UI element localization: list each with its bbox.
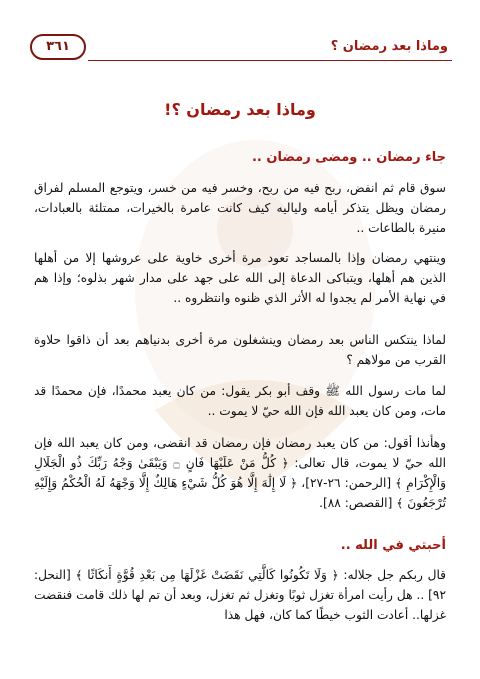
paragraph-6: قال ربكم جل جلاله: ﴿ وَلَا تَكُونُوا كَالَّتِي نَقَضَتْ غَزْلَهَا مِن بَعْدِ قُوَّةٍ أَنكَاثًا ﴾ [النحل: ٩٢] .. هل رأيت امرأة تغزل ثوبًا وتغزل ثم تغزل، وبعد أن تم لها ذلك قامت فنقضت غزلها.. أعادت الثوب خيطًا كما كان، فهل هذا bbox=[34, 568, 446, 622]
section-heading-1: جاء رمضان .. ومضى رمضان .. bbox=[251, 150, 446, 165]
paragraph-4: لما مات رسول الله ﷺ وقف أبو بكر يقول: من كان يعبد محمدًا، فإن محمدًا قد مات، ومن كان يعبد الله فإن الله حيّ لا يموت .. bbox=[34, 384, 446, 418]
running-title: وماذا بعد رمضان ؟ bbox=[330, 39, 448, 54]
paragraph-5: وهأنذا أقول: من كان يعبد رمضان فإن رمضان قد انقضى، ومن كان يعبد الله فإن الله حيّ لا يموت، قال تعالى: ﴿ كُلُّ مَنْ عَلَيْهَا فَانٍ ۝ وَيَبْقَىٰ وَجْهُ رَبِّكَ ذُو الْجَلَالِ وَالْإِكْرَامِ ﴾ [الرحمن: ٢٦-٢٧]، ﴿ لَا إِلَٰهَ إِلَّا هُوَ كُلُّ شَيْءٍ هَالِكٌ إِلَّا وَجْهَهُ لَهُ الْحُكْمُ وَإِلَيْهِ تُرْجَعُونَ ﴾ [القصص: ٨٨]. bbox=[34, 436, 446, 510]
page-number: ٣٦١ bbox=[30, 34, 86, 60]
chapter-title: وماذا بعد رمضان ؟! bbox=[164, 100, 316, 119]
page-header bbox=[28, 30, 452, 64]
header-rule bbox=[88, 60, 452, 61]
paragraph-2: وينتهي رمضان وإذا بالمساجد تعود مرة أخرى خاوية على عروشها إلا من أهلها الذين هم أهلها، ويتباكى الدعاة إلى الله على جهد على مدار شهر بذلوه؛ وإذا هم في نهاية الأمر لم يجدوا له الأثر الذي ظنوه وانتظروه .. bbox=[34, 251, 446, 305]
section-heading-2: أحبتي في الله .. bbox=[340, 538, 446, 553]
paragraph-3: لماذا ينتكس الناس بعد رمضان وينشغلون مرة أخرى بدنياهم بعد أن ذاقوا حلاوة القرب من مولاهم ؟ bbox=[34, 333, 446, 367]
paragraph-1: سوق قام ثم انفض، ربح فيه من ربح، وخسر فيه من خسر، ويتوجع المسلم لفراق رمضان ويظل يتذكر أيامه ولياليه كيف كانت عامرة بالخيرات، ممتلئة بالعبادات، منيرة بالطاعات .. bbox=[34, 181, 446, 235]
